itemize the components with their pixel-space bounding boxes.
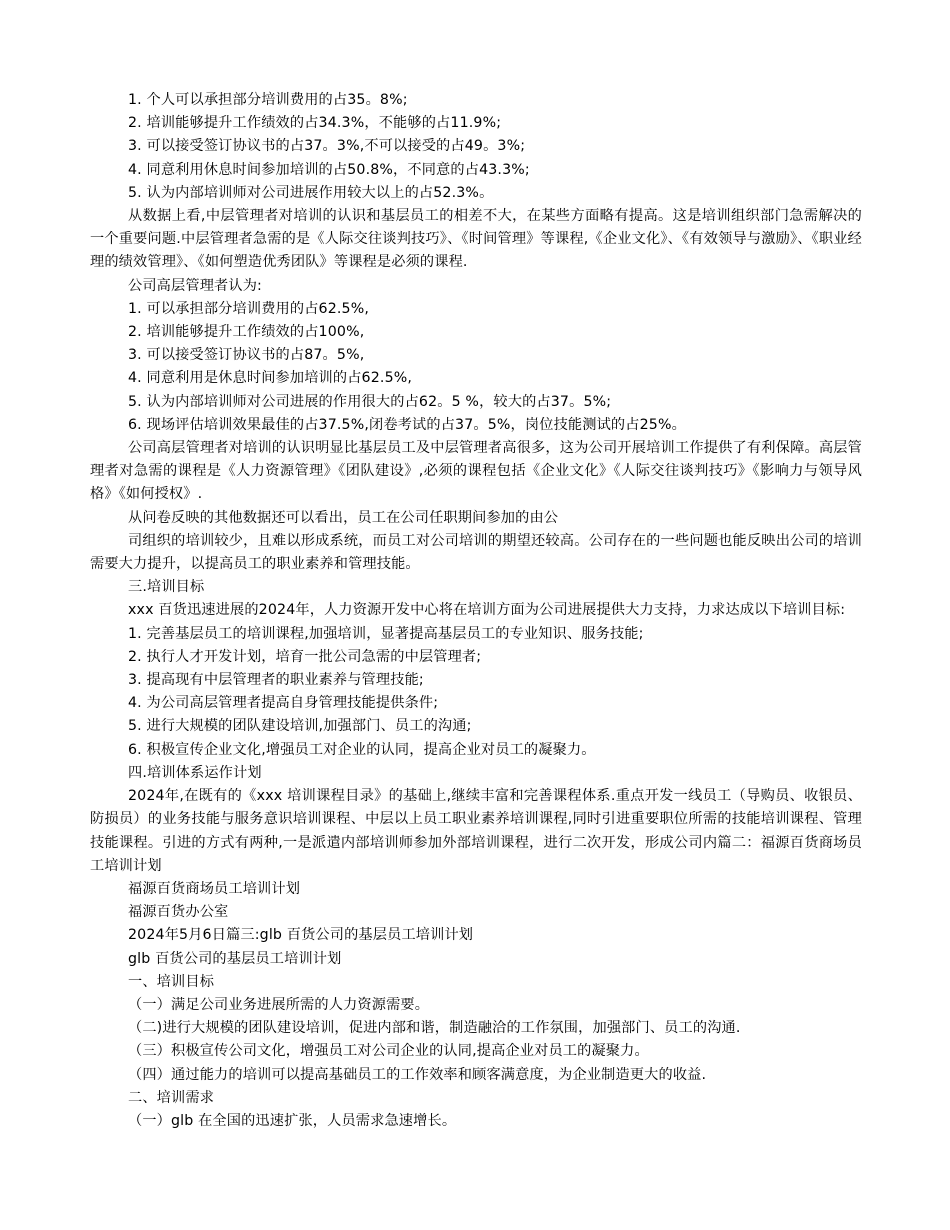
paragraph: 2024年,在既有的《xxx 培训课程目录》的基础上,继续丰富和完善课程体系.重点开发一线员工（导购员、收银员、防损员）的业务技能与服务意识培训课程、中层以上员工职业素养培训课程,同时引进重要职位所需的技能培训课程、管理技能课程。引进的方式有两种,一是派遣内部培训师参加外部培训课程，进行二次开发，形成公司内篇二：福源百货商场员工培训计划 <box>90 788 862 874</box>
text-line: glb 百货公司的基层员工培训计划 <box>128 950 342 967</box>
text-line: 1. 完善基层员工的培训课程,加强培训，显著提高基层员工的专业知识、服务技能; <box>128 625 644 642</box>
document-body <box>90 89 862 1133</box>
text-line: 4. 同意利用休息时间参加培训的占50.8%，不同意的占43.3%; <box>128 161 530 178</box>
text-line: 2. 培训能够提升工作绩效的占100%, <box>128 324 365 341</box>
text-line: 1. 可以承担部分培训费用的占62.5%, <box>128 300 370 317</box>
document-page <box>90 89 862 1133</box>
text-line: 福源百货办公室 <box>128 904 229 921</box>
text-line: 2. 执行人才开发计划，培育一批公司急需的中层管理者; <box>128 648 482 665</box>
text-line: 5. 进行大规模的团队建设培训,加强部门、员工的沟通; <box>128 718 472 735</box>
text-line: 四.培训体系运作计划 <box>128 764 262 781</box>
paragraph: xxx 百货迅速进展的2024年，人力资源开发中心将在培训方面为公司进展提供大力支持，力求达成以下培训目标: <box>128 602 846 619</box>
text-line: 5. 认为内部培训师对公司进展作用较大以上的占52.3%。 <box>128 184 494 201</box>
text-line: 二、培训需求 <box>128 1089 215 1106</box>
text-line: 3. 提高现有中层管理者的职业素养与管理技能; <box>128 672 424 689</box>
text-line: 三.培训目标 <box>128 579 205 596</box>
text-line: 6. 现场评估培训效果最佳的占37.5%,闭卷考试的占37。5%，岗位技能测试的占25%。 <box>128 416 686 433</box>
text-line: 福源百货商场员工培训计划 <box>128 880 301 897</box>
text-line: （二)进行大规模的团队建设培训，促进内部和谐，制造融洽的工作氛围，加强部门、员工的沟通. <box>128 1020 741 1037</box>
text-line: （一）glb 在全国的迅速扩张，人员需求急速增长。 <box>128 1112 457 1129</box>
text-line: （四）通过能力的培训可以提高基础员工的工作效率和顾客满意度，为企业制造更大的收益. <box>128 1066 707 1083</box>
text-line: 6. 积极宣传企业文化,增强员工对企业的认同，提高企业对员工的凝聚力。 <box>128 741 596 758</box>
text-line: 3. 可以接受签订协议书的占37。3%,不可以接受的占49。3%; <box>128 138 526 155</box>
text-line: 5. 认为内部培训师对公司进展的作用很大的占62。5 %，较大的占37。5%; <box>128 393 612 410</box>
paragraph: 公司高层管理者对培训的认识明显比基层员工及中层管理者高很多，这为公司开展培训工作提供了有利保障。高层管理者对急需的课程是《人力资源管理》《团队建设》,必须的课程包括《企业文化》《人际交往谈判技巧》《影响力与领导风格》《如何授权》. <box>90 440 862 503</box>
text-line: 3. 可以接受签订协议书的占87。5%, <box>128 347 365 364</box>
text-line: 4. 为公司高层管理者提高自身管理技能提供条件; <box>128 695 439 712</box>
text-line: 一、培训目标 <box>128 973 215 990</box>
text-line: 2. 培训能够提升工作绩效的占34.3%，不能够的占11.9%; <box>128 115 502 132</box>
text-line: 公司高层管理者认为: <box>128 277 262 294</box>
text-line: 1. 个人可以承担部分培训费用的占35。8%; <box>128 92 408 108</box>
text-line: 从问卷反映的其他数据还可以看出，员工在公司任职期间参加的由公 <box>128 509 559 526</box>
paragraph: 司组织的培训较少，且难以形成系统，而员工对公司培训的期望还较高。公司存在的一些问题也能反映出公司的培训需要大力提升，以提高员工的职业素养和管理技能。 <box>90 532 862 573</box>
text-line: （三）积极宣传公司文化，增强员工对公司企业的认同,提高企业对员工的凝聚力。 <box>128 1043 649 1060</box>
paragraph: 从数据上看,中层管理者对培训的认识和基层员工的相差不大，在某些方面略有提高。这是培训组织部门急需解决的一个重要问题.中层管理者急需的是《人际交往谈判技巧》、《时间管理》等课程,《企业文化》、《有效领导与激励》、《职业经理的绩效管理》、《如何塑造优秀团队》等课程是必须的课程. <box>90 208 862 271</box>
text-line: 4. 同意利用是休息时间参加培训的占62.5%, <box>128 370 413 387</box>
text-line: （一）满足公司业务进展所需的人力资源需要。 <box>128 996 430 1013</box>
text-line: 2024年5月6日篇三:glb 百货公司的基层员工培训计划 <box>128 927 474 944</box>
